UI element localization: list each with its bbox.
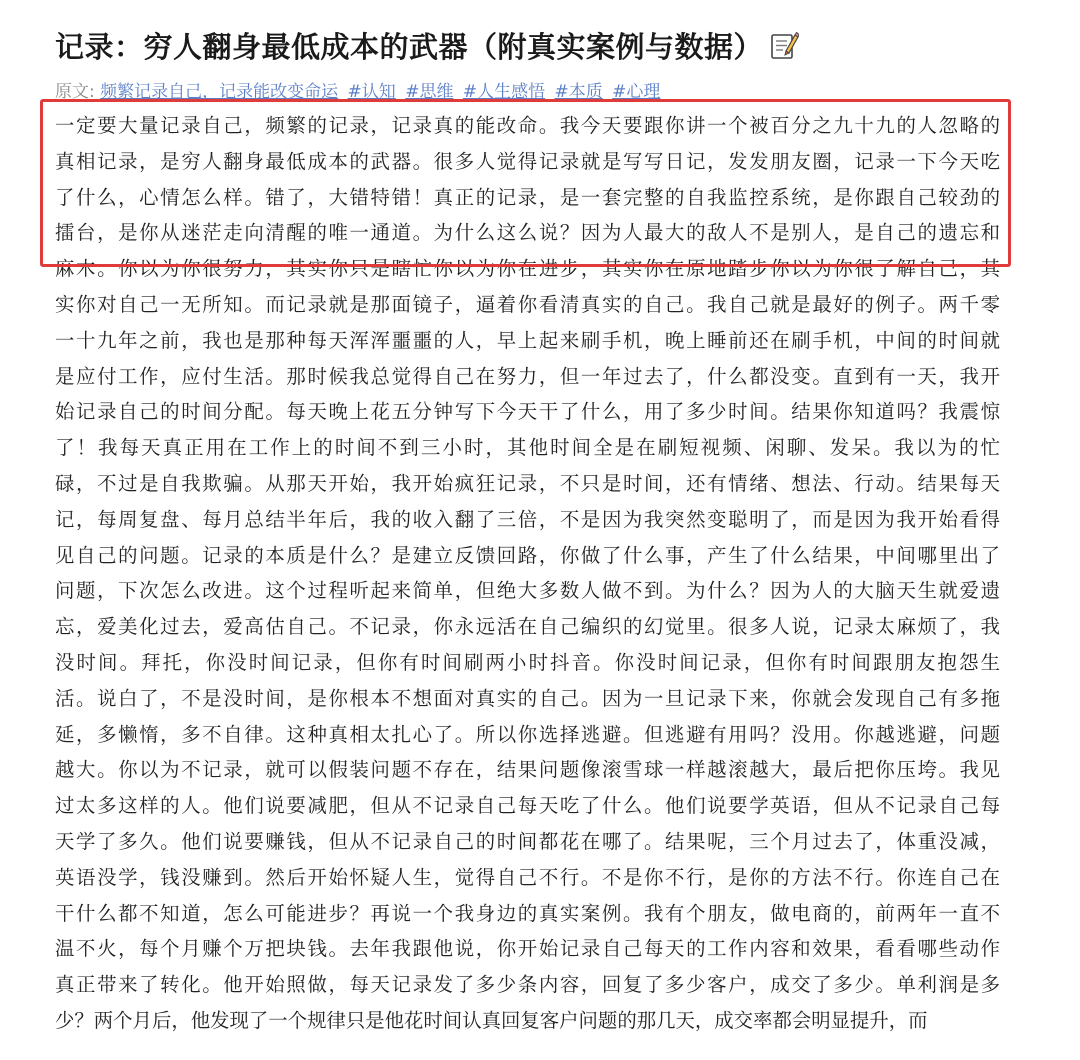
tag-link[interactable]: #认知 (347, 82, 396, 102)
body-line: 英语没学，钱没赚到。然后开始怀疑人生，觉得自己不行。不是你不行，是你的方法不行。你连自己在 (55, 865, 1000, 889)
tag-link[interactable]: #思维 (405, 82, 454, 102)
source-label: 原文: (55, 82, 95, 102)
body-line: 越大。你以为不记录，就可以假装问题不存在，结果问题像滚雪球一样越滚越大，最后把你压垮。我见 (55, 758, 1000, 782)
body-line: 真相记录，是穷人翻身最低成本的武器。很多人觉得记录就是写写日记，发发朋友圈，记录一下今天吃 (55, 149, 1000, 173)
body-line: 了什么，心情怎么样。错了，大错特错！真正的记录，是一套完整的自我监控系统，是你跟自己较劲的 (55, 185, 1000, 209)
body-line: 活。说白了，不是没时间，是你根本不想面对真实的自己。因为一旦记录下来，你就会发现自己有多拖 (55, 686, 1000, 710)
body-line: 碌，不过是自我欺骗。从那天开始，我开始疯狂记录，不只是时间，还有情绪、想法、行动。结果每天 (55, 471, 1000, 495)
body-line: 麻木。你以为你很努力，其实你只是瞎忙你以为你在进步，其实你在原地踏步你以为你很了解自己，其 (55, 257, 1000, 281)
memo-icon (769, 29, 799, 61)
body-line: 没时间。拜托，你没时间记录，但你有时间刷两小时抖音。你没时间记录，但你有时间跟朋友抱怨生 (55, 650, 1000, 674)
source-line (55, 77, 660, 101)
tag-link[interactable]: #本质 (554, 82, 603, 102)
body-line: 是应付工作，应付生活。那时候我总觉得自己在努力，但一年过去了，什么都没变。直到有一天，我开 (55, 364, 1000, 388)
body-line: 忘，爱美化过去，爱高估自己。不记录，你永远活在自己编织的幻觉里。很多人说，记录太麻烦了，我 (55, 615, 1000, 639)
body-line: 见自己的问题。记录的本质是什么？是建立反馈回路，你做了什么事，产生了什么结果，中间哪里出了 (55, 543, 1000, 567)
body-line: 少？两个月后，他发现了一个规律只是他花时间认真回复客户问题的那几天，成交率都会明显提升，而 (55, 1008, 928, 1032)
source-link[interactable]: 频繁记录自己，记录能改变命运 (100, 82, 339, 102)
body-line: 一十九年之前，我也是那种每天浑浑噩噩的人，早上起来刷手机，晚上睡前还在刷手机，中间的时间就 (55, 328, 1000, 352)
body-line: 始记录自己的时间分配。每天晚上花五分钟写下今天干了什么，用了多少时间。结果你知道吗？我震惊 (55, 400, 1000, 424)
body-line: 记，每周复盘、每月总结半年后，我的收入翻了三倍，不是因为我突然变聪明了，而是因为我开始看得 (55, 507, 1000, 531)
body-line: 擂台，是你从迷茫走向清醒的唯一通道。为什么这么说？因为人最大的敌人不是别人，是自己的遗忘和 (55, 221, 1000, 245)
body-line: 问题，下次怎么改进。这个过程听起来简单，但绝大多数人做不到。为什么？因为人的大脑天生就爱遗 (55, 579, 1000, 603)
body-line: 过太多这样的人。他们说要减肥，但从不记录自己每天吃了什么。他们说要学英语，但从不记录自己每 (55, 794, 1000, 818)
body-line: 实你对自己一无所知。而记录就是那面镜子，逼着你看清真实的自己。我自己就是最好的例子。两千零 (55, 292, 1000, 316)
body-line: 延，多懒惰，多不自律。这种真相太扎心了。所以你选择逃避。但逃避有用吗？没用。你越逃避，问题 (55, 722, 1000, 746)
body-line: 温不火，每个月赚个万把块钱。去年我跟他说，你开始记录自己每天的工作内容和效果，看看哪些动作 (55, 937, 1000, 961)
title-row (55, 22, 799, 68)
article-body (55, 108, 1000, 1039)
body-line: 干什么都不知道，怎么可能进步？再说一个我身边的真实案例。我有个朋友，做电商的，前两年一直不 (55, 901, 1000, 925)
article-title: 记录：穷人翻身最低成本的武器（附真实案例与数据） (55, 29, 764, 64)
body-line: 天学了多久。他们说要赚钱，但从不记录自己的时间都花在哪了。结果呢，三个月过去了，体重没减， (55, 829, 1000, 853)
tag-link[interactable]: #心理 (612, 82, 661, 102)
body-line: 真正带来了转化。他开始照做，每天记录发了多少条内容，回复了多少客户，成交了多少。单利润是多 (55, 973, 1000, 997)
body-line: 一定要大量记录自己，频繁的记录，记录真的能改命。我今天要跟你讲一个被百分之九十九的人忽略的 (55, 114, 1000, 137)
tag-link[interactable]: #人生感悟 (462, 82, 546, 102)
body-line: 了！我每天真正用在工作上的时间不到三小时，其他时间全是在刷短视频、闲聊、发呆。我以为的忙 (55, 436, 1000, 460)
